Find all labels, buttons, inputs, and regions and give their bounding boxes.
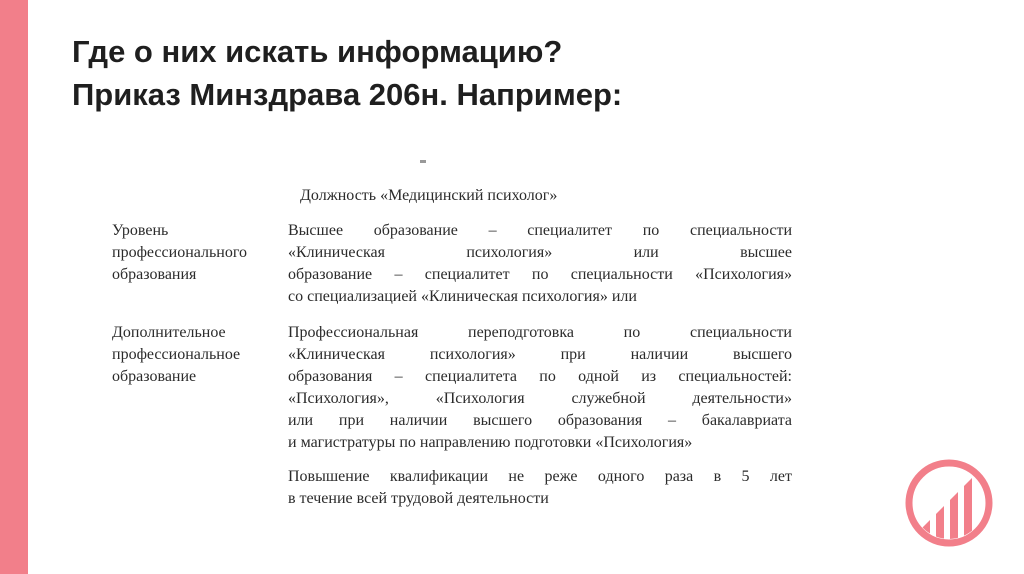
row-label-line: Дополнительное (112, 324, 226, 341)
row-text-line: «Клиническая психология» или высшее (288, 244, 792, 261)
slide-title-line-2: Приказ Минздрава 206н. Например: (72, 77, 623, 112)
row-text-line: и магистратуры по направлению подготовки «Психология» (288, 434, 693, 451)
row-label-line: Уровень (112, 222, 169, 239)
row-label-line: профессиональное (112, 346, 241, 363)
scan-artifact (420, 160, 426, 163)
row-text-line: образование – специалитет по специальности «Психология» (288, 266, 792, 283)
growth-chart-circle-icon (904, 458, 994, 548)
row-text-line: «Клиническая психология» при наличии высшего (288, 346, 792, 363)
row-text-line: Высшее образование – специалитет по специальности (288, 222, 792, 239)
row-text-line: или при наличии высшего образования – бакалавриата (288, 412, 792, 429)
row-text-line: со специализацией «Клиническая психология» или (288, 288, 637, 305)
row-text-line: образования – специалитета по одной из специальностей: (288, 368, 792, 385)
row-text-line: в течение всей трудовой деятельности (288, 490, 549, 507)
row-label (112, 220, 282, 286)
row-text (288, 220, 792, 308)
row-label-line: образования (112, 266, 197, 283)
slide-title-line-1: Где о них искать информацию? (72, 34, 563, 69)
slide-title (72, 30, 622, 116)
row-text-line: Повышение квалификации не реже одного раза в 5 лет (288, 468, 792, 485)
accent-bar (0, 0, 28, 574)
row-text-line: «Психология», «Психология служебной деятельности» (288, 390, 792, 407)
document-heading: Должность «Медицинский психолог» (300, 187, 558, 204)
row-label (112, 322, 282, 388)
row-text (288, 322, 792, 454)
row-label-line: профессионального (112, 244, 248, 261)
document-scan (108, 160, 808, 520)
row-text-line: Профессиональная переподготовка по специальности (288, 324, 792, 341)
row-text (288, 466, 792, 510)
row-label-line: образование (112, 368, 197, 385)
